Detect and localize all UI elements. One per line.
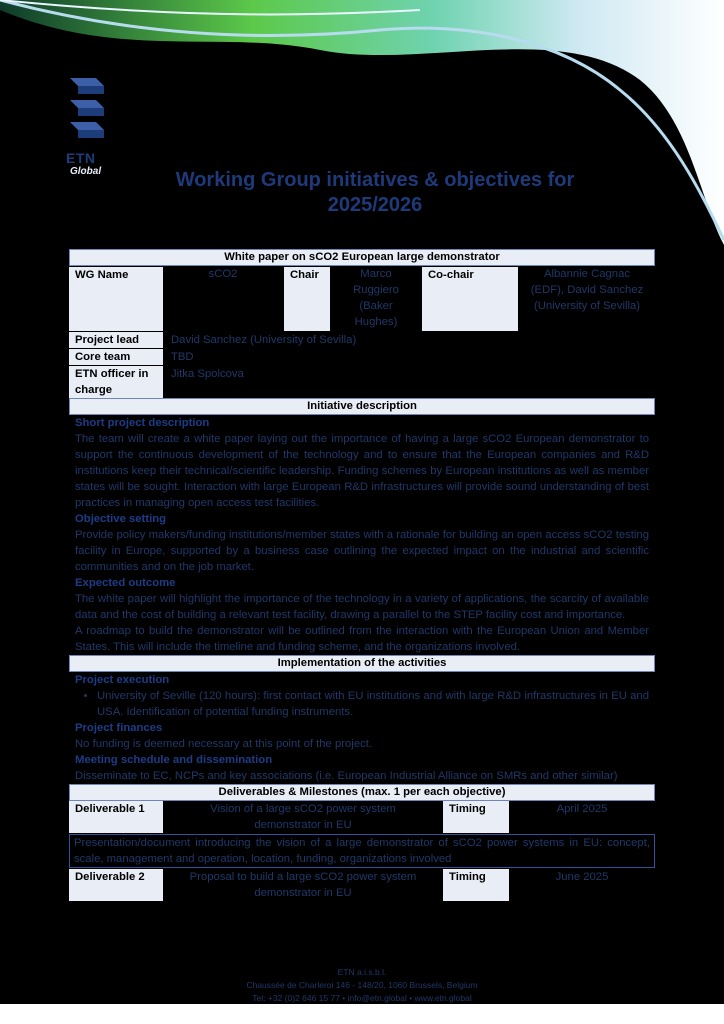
- deliverable-2-label: Deliverable 2: [69, 869, 163, 901]
- chair-value: Marco Ruggiero (Baker Hughes): [353, 268, 399, 328]
- execution-heading: Project execution: [75, 674, 170, 686]
- footer-org: ETN a.i.s.b.l.: [337, 967, 387, 977]
- etn-officer-value: Jitka Spolcova: [171, 368, 244, 380]
- logo-tagline: Global: [70, 166, 102, 177]
- meetings-text: Disseminate to EC, NCPs and key associations (i.e. European Industrial Alliance on SMRs and other similar): [75, 770, 618, 782]
- short-description-text: The team will create a white paper laying out the importance of having a large sCO2 European demonstrator to support the continuous development of the technology and to ensure that the European companies and R&D institutions keep their technical/scientific leadership. Funding schemes by European institutions as well as member states will be sought. Interaction with large European R&D infrastructures will provide sound understanding of best practices in managing open access test facilities.: [75, 433, 649, 509]
- deliverables-header: Deliverables & Milestones (max. 1 per each objective): [69, 784, 655, 801]
- deliverable-1-row: [69, 801, 655, 834]
- deliverable-1-title: Vision of a large sCO2 power system demonstrator in EU: [210, 803, 396, 831]
- page-footer: [0, 966, 724, 1005]
- outcome-text-1: The white paper will highlight the importance of the technology in a variety of applications, the scarcity of available data and the cost of building a relevant test facility, drawing a parallel to the STEP facility cost and importance.: [75, 593, 649, 621]
- deliverable-1-note: Presentation/document introducing the vision of a large demonstrator of sCO2 power systems in EU: concept, scale, management and operation, location, funding, organizations involved: [69, 834, 655, 868]
- list-item: • University of Seville (120 hours): first contact with EU institutions and with large R&D infrastructures in EU and USA. Identification of potential funding instruments.: [97, 688, 649, 720]
- deliverable-2-row: [69, 869, 655, 903]
- objective-text: Provide policy makers/funding institutions/member states with a rationale for building an open access sCO2 testing facility in Europe, supported by a business case outlining the expected impact on the industrial and scientific communities and on the job market.: [75, 529, 649, 573]
- outcome-text-2: A roadmap to build the demonstrator will be outlined from the interaction with the European Union and Member States. This will include the timeline and funding scheme, and the organizations involved.: [75, 625, 649, 653]
- deliverable-1-timing-label: Timing: [443, 801, 509, 833]
- core-team-row: [69, 349, 655, 366]
- objective-heading: Objective setting: [75, 513, 167, 525]
- etn-officer-row: [69, 366, 655, 398]
- wg-name-value: sCO2: [208, 268, 238, 280]
- short-description-heading: Short project description: [75, 417, 210, 429]
- etn-officer-label: ETN officer in charge: [69, 366, 163, 398]
- project-lead-label: Project lead: [69, 332, 163, 348]
- deliverable-2-timing: June 2025: [555, 871, 609, 883]
- footer-address: Chaussée de Charleroi 146 - 148/20, 1060 Brussels, Belgium: [246, 980, 478, 990]
- core-team-value: TBD: [171, 351, 194, 363]
- core-team-label: Core team: [69, 349, 163, 365]
- execution-list: [69, 688, 655, 720]
- chair-label: Chair: [284, 267, 330, 331]
- project-lead-row: [69, 332, 655, 349]
- bottom-strip: [0, 1004, 724, 1024]
- meetings-heading: Meeting schedule and dissemination: [75, 754, 273, 766]
- cochair-label: Co-chair: [422, 267, 518, 331]
- finances-text: No funding is deemed necessary at this point of the project.: [75, 738, 373, 750]
- wg-row: [69, 266, 655, 332]
- white-paper-header: White paper on sCO2 European large demonstrator: [69, 249, 655, 266]
- project-lead-value: David Sanchez (University of Sevilla): [171, 334, 357, 346]
- deliverable-2-timing-label: Timing: [443, 869, 509, 901]
- document-body: [69, 249, 655, 903]
- cochair-value: Albannie Cagnac (EDF), David Sanchez (University of Sevilla): [530, 268, 644, 312]
- deliverable-1-timing: April 2025: [556, 803, 608, 815]
- etn-logo-icon: [66, 74, 110, 146]
- page-title: Working Group initiatives & objectives for 2025/2026: [175, 169, 575, 216]
- finances-heading: Project finances: [75, 722, 163, 734]
- footer-contact: Tel: +32 (0)2 646 15 77 • info@etn.global • www.etn.global: [252, 993, 472, 1003]
- logo-wordmark: ETN: [66, 150, 96, 166]
- deliverable-2-title: Proposal to build a large sCO2 power system demonstrator in EU: [189, 871, 417, 899]
- implementation-header: Implementation of the activities: [69, 655, 655, 672]
- deliverable-1-label: Deliverable 1: [69, 801, 163, 833]
- initiative-description-header: Initiative description: [69, 398, 655, 415]
- outcome-heading: Expected outcome: [75, 577, 176, 589]
- wg-name-label: WG Name: [69, 267, 163, 331]
